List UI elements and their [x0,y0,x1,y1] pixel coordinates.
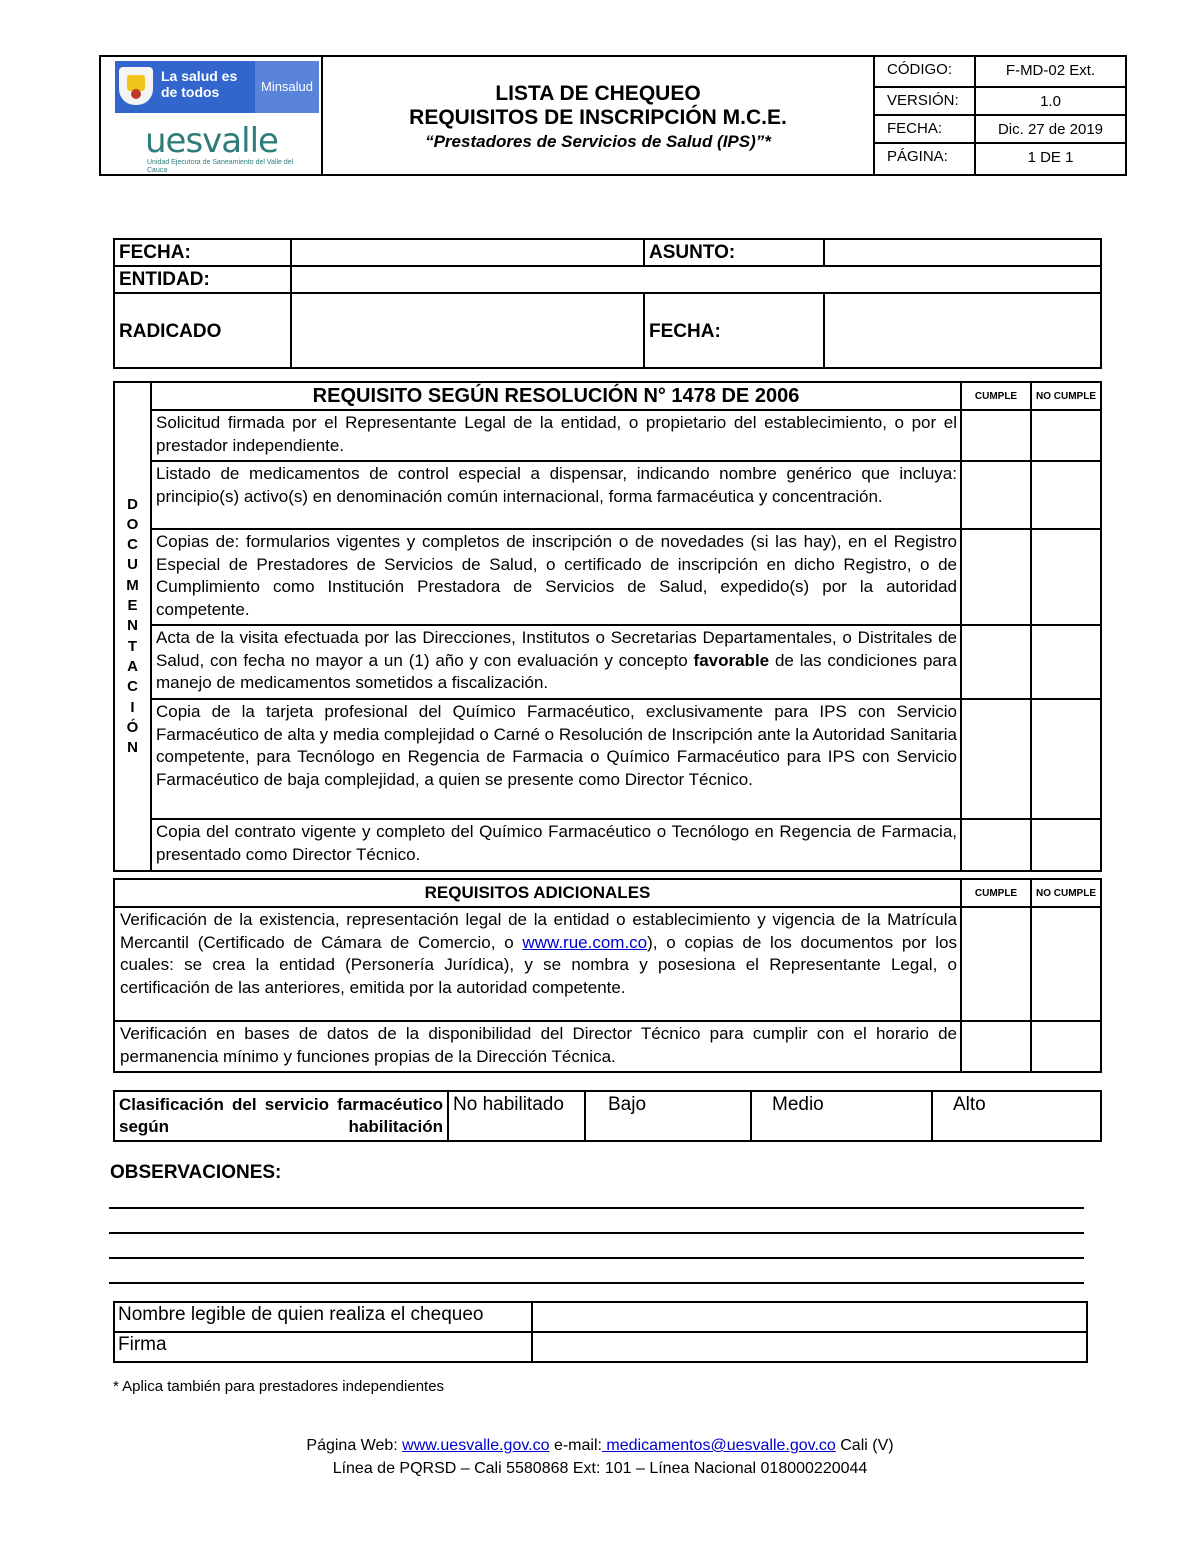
pagina-label: PÁGINA: [874,143,975,175]
gov-ministry: Minsalud [255,61,319,113]
uesvalle-subtitle: Unidad Ejecutora de Saneamiento del Valle del Cauca [147,159,294,174]
fecha-field[interactable] [291,239,644,266]
side-letter: O [126,515,139,533]
rue-link[interactable]: www.rue.com.co [522,932,648,952]
web-label: Página Web: [306,1437,403,1454]
entidad-field-label: ENTIDAD: [114,266,291,293]
side-letter: M [126,576,139,594]
gov-logo-text: La salud es de todos [161,68,238,100]
version-value: 1.0 [975,87,1126,115]
option-bajo[interactable]: Bajo [585,1091,751,1141]
title-line1: LISTA DE CHEQUEO [495,81,701,105]
no-cumple-header: NO CUMPLE [1031,879,1101,907]
clasificacion-label: Clasificación del servicio farmacéutico según habilitación [114,1091,448,1141]
side-letter: I [130,698,135,716]
cumple-checkbox[interactable] [961,529,1031,625]
cumple-header: CUMPLE [961,879,1031,907]
option-no-habilitado[interactable]: No habilitado [448,1091,585,1141]
no-cumple-checkbox[interactable] [1031,699,1101,819]
side-letter: Ó [126,718,139,736]
requisitos-table [113,381,1102,872]
requisitos-header: REQUISITO SEGÚN RESOLUCIÓN N° 1478 DE 2006 [151,382,961,410]
side-letter: T [127,637,138,655]
no-cumple-header: NO CUMPLE [1031,382,1101,410]
web-link[interactable]: www.uesvalle.gov.co [402,1437,550,1454]
option-alto[interactable]: Alto [932,1091,1101,1141]
asunto-field-label: ASUNTO: [644,239,824,266]
uesvalle-logo: uesvalle [145,121,278,161]
fecha-value: Dic. 27 de 2019 [975,115,1126,143]
no-cumple-checkbox[interactable] [1031,1021,1101,1072]
title-line3: “Prestadores de Servicios de Salud (IPS)”* [425,131,771,151]
side-letter: D [127,495,138,513]
clasificacion-table [113,1090,1102,1142]
no-cumple-checkbox[interactable] [1031,625,1101,699]
item4-text-bold: favorable [693,650,770,670]
radicado-field[interactable] [291,293,644,368]
pagina-value: 1 DE 1 [975,143,1126,175]
no-cumple-checkbox[interactable] [1031,819,1101,871]
page-footer [0,1434,1200,1480]
gov-logo [115,61,319,113]
requisito-item: Copia del contrato vigente y completo del Químico Farmacéutico o Tecnólogo en Regencia de Farmacia, presentado como Director Técnico. [151,819,961,871]
info-table [113,238,1102,369]
side-letter: E [127,597,138,615]
email-link[interactable]: medicamentos@uesvalle.gov.co [601,1437,836,1454]
cumple-checkbox[interactable] [961,410,1031,461]
nombre-label: Nombre legible de quien realiza el chequeo [114,1302,532,1332]
adicionales-header: REQUISITOS ADICIONALES [114,879,961,907]
adicional1-pre: Verificación de la existencia, representación legal de la entidad o establecimiento y vigencia de la Matrícula Mercantil (Certificado de Cámara de Comercio, o [120,910,957,952]
cumple-checkbox[interactable] [961,819,1031,871]
cumple-checkbox[interactable] [961,907,1031,1021]
side-letter: C [127,678,138,696]
codigo-label: CÓDIGO: [874,56,975,87]
observaciones-line[interactable] [109,1232,1084,1234]
cumple-checkbox[interactable] [961,461,1031,529]
cumple-checkbox[interactable] [961,699,1031,819]
fecha2-field[interactable] [824,293,1101,368]
side-letter: N [127,617,138,635]
fecha-label: FECHA: [874,115,975,143]
cumple-header: CUMPLE [961,382,1031,410]
codigo-value: F-MD-02 Ext. [975,56,1126,87]
version-label: VERSIÓN: [874,87,975,115]
footer-line2: Línea de PQRSD – Cali 5580868 Ext: 101 – Línea Nacional 018000220044 [332,1460,868,1477]
nombre-field[interactable] [532,1302,1087,1332]
firma-table [113,1301,1088,1363]
requisito-item: Listado de medicamentos de control especial a dispensar, indicando nombre genérico que incluya: principio(s) activo(s) en denominación común internacional, forma farmacéutica y concentración. [151,461,961,529]
fecha2-field-label: FECHA: [644,293,824,368]
logos-cell [100,56,322,175]
entidad-field[interactable] [291,266,1101,293]
coat-of-arms-icon [119,67,153,105]
requisito-item: Copias de: formularios vigentes y completos de inscripción o de novedades (si las hay), en el Registro Especial de Prestadores de Servicios de Salud, o certificado de inscripción en dicho Registro, o de Cumplimiento como Institución Prestadora de Servicios de Salud, expedido(s) por la autoridad competente. [151,529,961,625]
asunto-field[interactable] [824,239,1101,266]
documentacion-side-label [114,382,151,871]
no-cumple-checkbox[interactable] [1031,529,1101,625]
document-header [99,55,1127,176]
title-line2: REQUISITOS DE INSCRIPCIÓN M.C.E. [409,105,787,129]
observaciones-line[interactable] [109,1282,1084,1284]
option-medio[interactable]: Medio [751,1091,932,1141]
no-cumple-checkbox[interactable] [1031,907,1101,1021]
requisito-item: Solicitud firmada por el Representante Legal de la entidad, o propietario del establecimiento, o por el prestador independiente. [151,410,961,461]
cumple-checkbox[interactable] [961,625,1031,699]
footer-line1 [0,1434,1200,1457]
side-letter: N [127,739,138,757]
firma-label: Firma [114,1332,532,1362]
observaciones-label: OBSERVACIONES: [110,1162,282,1183]
radicado-field-label: RADICADO [114,293,291,368]
document-title [322,56,874,175]
adicional1-post: ), o copias de los documentos por los cuales: se crea la entidad (Personería Jurídica), y se nombra y posesiona el Representante Legal, o certificación de las anteriores, emitida por la autoridad competente. [120,932,957,997]
requisito-item [151,625,961,699]
email-label: e-mail: [549,1437,602,1454]
item4-text-post: de las condiciones para manejo de medicamentos sometidos a fiscalización. [156,650,957,692]
fecha-field-label: FECHA: [114,239,291,266]
footnote: * Aplica también para prestadores independientes [113,1378,445,1395]
firma-field[interactable] [532,1332,1087,1362]
item4-text-pre: Acta de la visita efectuada por las Direcciones, Institutos o Secretarias Departamentales, o Distritales de Salud, con fecha no mayor a un (1) año y con evaluación y concepto [156,628,957,670]
no-cumple-checkbox[interactable] [1031,410,1101,461]
requisito-item: Copia de la tarjeta profesional del Químico Farmacéutico, exclusivamente para IPS con Servicio Farmacéutico de alta y media complejidad o Carné o Resolución de Inscripción ante la Autoridad Sanitaria competente, para Tecnólogo en Regencia de Farmacia o Químico Farmacéutico para IPS con Servicio Farmacéutico de baja complejidad, a quien se presente como Director Técnico. [151,699,961,819]
adicional-item [114,907,961,1021]
adicionales-table [113,878,1102,1073]
no-cumple-checkbox[interactable] [1031,461,1101,529]
cumple-checkbox[interactable] [961,1021,1031,1072]
observaciones-line[interactable] [109,1207,1084,1209]
adicional-item: Verificación en bases de datos de la disponibilidad del Director Técnico para cumplir con el horario de permanencia mínimo y funciones propias de la Dirección Técnica. [114,1021,961,1072]
side-letter: C [127,536,138,554]
observaciones-line[interactable] [109,1257,1084,1259]
side-letter: A [127,657,138,675]
side-letter: U [127,556,138,574]
footer-city: Cali (V) [835,1437,894,1454]
